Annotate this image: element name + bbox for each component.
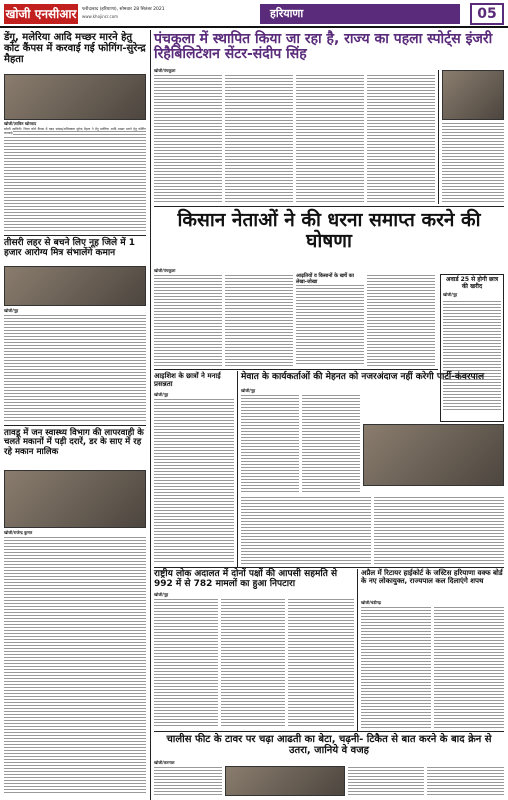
body-lok-adalat-col2 (221, 598, 285, 728)
body-mewat-col4 (374, 496, 504, 564)
lead-dengue: खोजी ज़ाकिरी। जिला कोर्ट कैंपस में खाद सांसद/अधिवक्ता सुरेन्द्र मैहता ने डेंगू मलेरिया आदि मच्छर मारने हेतु फोगिंग करवाई। (4, 127, 146, 135)
column-divider (357, 569, 358, 731)
body-kisan-col4 (367, 274, 435, 366)
photo-hospital (4, 266, 146, 306)
caption-lok-adalat: खोजी/नूह (154, 592, 169, 597)
caption-mewat: खोजी/नूह (241, 388, 256, 393)
divider (154, 369, 438, 370)
page-number: 05 (470, 3, 504, 25)
headline-lokayukt: अप्रैल में रिटायर हाईकोर्ट के जस्टिस हरियाणा वक्फ बोर्ड के नए लोकायुक्त, राज्यपाल कल दिलाएंगे शपथ (361, 569, 503, 585)
masthead (0, 0, 508, 28)
award-box (440, 274, 504, 422)
headline-lok-adalat: राष्ट्रीय लोक अदालत में दोनों पक्षों की आपसी सहमति से 992 में से 782 मामलों का हुआ निपटारा (154, 569, 338, 589)
body-sports-col4 (367, 74, 435, 202)
body-sports-col2 (225, 74, 293, 202)
caption-nagar-nigam: खोजी/राजेन्द्र कुमार (4, 530, 33, 535)
website: www.khojincr.com (82, 14, 119, 19)
column-divider (438, 70, 439, 204)
caption-lokayukt: खोजी/चंडीगढ़ (361, 600, 381, 605)
brand-logo: खोजी एनसीआर (4, 4, 78, 24)
headline-mewat: मेवात के कार्यकर्ताओं की मेहनत को नजरअंदाज नहीं करेगी पार्टी-कंवरपाल (241, 372, 485, 382)
body-award (443, 300, 501, 412)
divider (4, 235, 146, 236)
body-hospital (4, 314, 146, 422)
divider (154, 567, 504, 568)
body-box-top (442, 122, 504, 202)
photo-tower (225, 766, 345, 796)
caption-hospital: खोजी/नूह (4, 308, 19, 313)
headline-aapshisi: आइशिश के छात्रों ने मनाई प्रसन्नता (154, 372, 221, 388)
headline-sports: पंचकूला में स्थापित किया जा रहा है, राज्य का पहला स्पोर्ट्स इंजरी रिहैबिलिटेशन सेंटर-संदीप सिंह (154, 31, 493, 63)
body-lok-adalat-col3 (288, 598, 354, 728)
caption-award: खोजी/नूह (443, 292, 458, 298)
column-divider (237, 371, 238, 567)
caption-sports: खोजी/पंचकूला (154, 68, 176, 73)
headline-tower: चालीस फीट के टावर पर चढ़ा आढती का बेटा, चढ़नी- टिकैत से बात करने के बाद क्रेन से उतरा, जानिये वे वजह (166, 734, 492, 756)
divider (4, 425, 146, 426)
photo-mewat (363, 424, 504, 486)
photo-nagar-nigam (4, 470, 146, 528)
caption-dengue: खोजी/ज़ाकिर खोरवाद (4, 121, 37, 126)
photo-dengue (4, 74, 146, 120)
headline-award: अवार्ड 25 से होगी छात्र की खरीद (445, 276, 499, 290)
body-dengue (4, 127, 146, 232)
body-mewat-col1 (241, 394, 299, 494)
headline-dengue: डेंगू, मलेरिया आदि मच्छर मारने हेतु कोट कैंपस में करवाई गई फोगिंग-सुरेन्द्र मैहता (4, 32, 146, 65)
body-mewat-col2 (302, 394, 360, 494)
body-sports-col1 (154, 74, 222, 202)
subhead-kisan: आढ़तियों व किसानों के खर्चे का लेखा-जोखा (296, 273, 354, 285)
body-tower-col2 (348, 766, 424, 796)
section-title: हरियाणा (260, 4, 460, 24)
headline-nagar-nigam: तावडू में जन स्वास्थ्य विभाग की लापरवाही के चलते मकानों में पड़ी दरारें, डर के साए में रह रहे मकान मालिक (4, 428, 144, 457)
body-nagar-nigam (4, 536, 146, 794)
body-sports-col3 (296, 74, 364, 202)
body-aapshisi (154, 398, 234, 564)
headline-kisan: किसान नेताओं ने की धरना समाप्त करने की घोषणा (177, 209, 481, 252)
body-lokayukt-col2 (434, 606, 504, 728)
body-kisan-col1 (154, 274, 222, 366)
body-lok-adalat-col1 (154, 598, 218, 728)
dateline: फरीदाबाद (हरियाणा), सोमवार 28 सितंबर 2021 (82, 7, 165, 12)
caption-tower: खोजी/करनाल (154, 760, 175, 765)
body-tower-col1 (154, 766, 222, 796)
divider (154, 731, 504, 732)
body-lokayukt-col1 (361, 606, 431, 728)
photo-box (442, 70, 504, 120)
body-kisan-col3 (296, 284, 364, 366)
body-tower-col3 (427, 766, 504, 796)
headline-hospital: तीसरी लहर से बचने लिए नूह जिले में 1 हजार आरोग्य मित्र संभालेंगे कमान (4, 238, 136, 258)
caption-kisan: खोजी/पंचकूला (154, 268, 176, 273)
divider (154, 206, 504, 207)
body-kisan-col2 (225, 274, 293, 366)
column-divider (150, 30, 151, 800)
caption-aapshisi: खोजी/नूह (154, 392, 169, 397)
body-mewat-col3 (241, 496, 371, 564)
